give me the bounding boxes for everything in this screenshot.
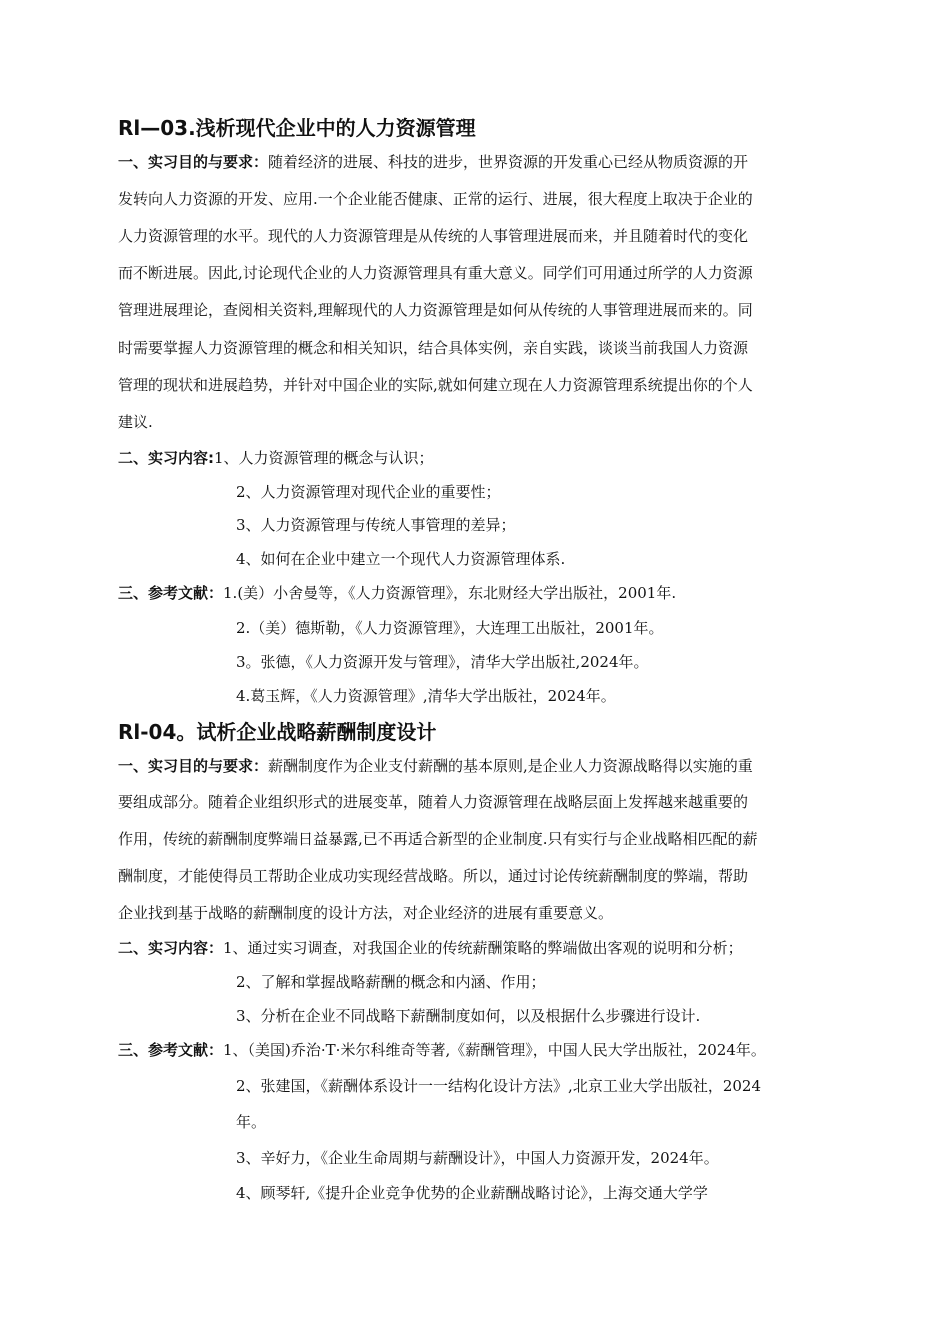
paragraph-line: 企业找到基于战略的薪酬制度的设计方法，对企业经济的进展有重要意义。 bbox=[118, 904, 614, 922]
content-item: 3、分析在企业不同战略下薪酬制度如何，以及根据什么步骤进行设计. bbox=[236, 1007, 701, 1025]
content-item: 2、人力资源管理对现代企业的重要性； bbox=[236, 483, 501, 501]
content-line bbox=[118, 448, 434, 468]
content-item: 1、通过实习调查，对我国企业的传统薪酬策略的弊端做出客观的说明和分析； bbox=[223, 939, 743, 957]
purpose-text: 随着经济的进展、科技的进步，世界资源的开发重心已经从物质资源的开 bbox=[268, 153, 749, 171]
content-label: 二、实习内容: bbox=[118, 449, 214, 467]
reference-item: 1.(美）小舍曼等，《人力资源管理》，东北财经大学出版社，2001年. bbox=[223, 584, 677, 602]
refs-label: 三、参考文献： bbox=[118, 584, 224, 602]
paragraph-line: 而不断进展。因此,讨论现代企业的人力资源管理具有重大意义。同学们可用通过所学的人力资源 bbox=[118, 264, 753, 282]
purpose-text: 薪酬制度作为企业支付薪酬的基本原则,是企业人力资源战略得以实施的重 bbox=[268, 757, 753, 775]
content-line bbox=[118, 938, 743, 958]
paragraph-line: 时需要掌握人力资源管理的概念和相关知识，结合具体实例，亲自实践，谈谈当前我国人力资源 bbox=[118, 339, 749, 357]
purpose-label: 一、实习目的与要求： bbox=[118, 153, 269, 171]
paragraph-line: 作用，传统的薪酬制度弊端日益暴露,已不再适合新型的企业制度.只有实行与企业战略相匹配的薪 bbox=[118, 830, 758, 848]
reference-item: 3、辛好力，《企业生命周期与薪酬设计》，中国人力资源开发，2024年。 bbox=[236, 1149, 719, 1167]
reference-item: 1、（美国)乔治·T·米尔科维奇等著,《薪酬管理》，中国人民大学出版社，2024年。 bbox=[223, 1041, 766, 1059]
paragraph-line: 发转向人力资源的开发、应用.一个企业能否健康、正常的运行、进展，很大程度上取决于企业的 bbox=[118, 190, 753, 208]
paragraph-line: 建议. bbox=[118, 413, 153, 431]
paragraph-line: 要组成部分。随着企业组织形式的进展变革，随着人力资源管理在战略层面上发挥越来越重要的 bbox=[118, 793, 749, 811]
reference-item: 3。张德，《人力资源开发与管理》，清华大学出版社,2024年。 bbox=[236, 653, 649, 671]
refs-label: 三、参考文献： bbox=[118, 1041, 224, 1059]
content-item: 1、人力资源管理的概念与认识； bbox=[214, 449, 434, 467]
content-item: 4、如何在企业中建立一个现代人力资源管理体系. bbox=[236, 550, 566, 568]
reference-item: 4、顾琴轩,《提升企业竞争优势的企业薪酬战略讨论》，上海交通大学学 bbox=[236, 1184, 708, 1202]
reference-item: 4.葛玉辉，《人力资源管理》,清华大学出版社，2024年。 bbox=[236, 687, 616, 705]
purpose-label: 一、实习目的与要求： bbox=[118, 757, 269, 775]
reference-item: 2、张建国，《薪酬体系设计一一结构化设计方法》,北京工业大学出版社，2024 bbox=[236, 1077, 761, 1095]
paragraph-line bbox=[118, 756, 753, 776]
content-item: 2、了解和掌握战略薪酬的概念和内涵、作用； bbox=[236, 973, 546, 991]
section-title: Rl-04。试析企业战略薪酬制度设计 bbox=[118, 720, 437, 744]
paragraph-line: 管理进展理论，查阅相关资料,理解现代的人力资源管理是如何从传统的人事管理进展而来的。同 bbox=[118, 301, 753, 319]
refs-line bbox=[118, 1040, 766, 1060]
reference-item: 年。 bbox=[236, 1113, 267, 1131]
paragraph-line bbox=[118, 152, 748, 172]
reference-item: 2.（美）德斯勒，《人力资源管理》，大连理工出版社，2001年。 bbox=[236, 619, 664, 637]
refs-line bbox=[118, 583, 676, 603]
paragraph-line: 人力资源管理的水平。现代的人力资源管理是从传统的人事管理进展而来，并且随着时代的变化 bbox=[118, 227, 749, 245]
section-title: Rl—03.浅析现代企业中的人力资源管理 bbox=[118, 116, 476, 140]
paragraph-line: 管理的现状和进展趋势，并针对中国企业的实际,就如何建立现在人力资源管理系统提出你的个人 bbox=[118, 376, 753, 394]
content-label: 二、实习内容： bbox=[118, 939, 224, 957]
content-item: 3、人力资源管理与传统人事管理的差异； bbox=[236, 516, 516, 534]
paragraph-line: 酬制度，才能使得员工帮助企业成功实现经营战略。所以，通过讨论传统薪酬制度的弊端，帮助 bbox=[118, 867, 749, 885]
